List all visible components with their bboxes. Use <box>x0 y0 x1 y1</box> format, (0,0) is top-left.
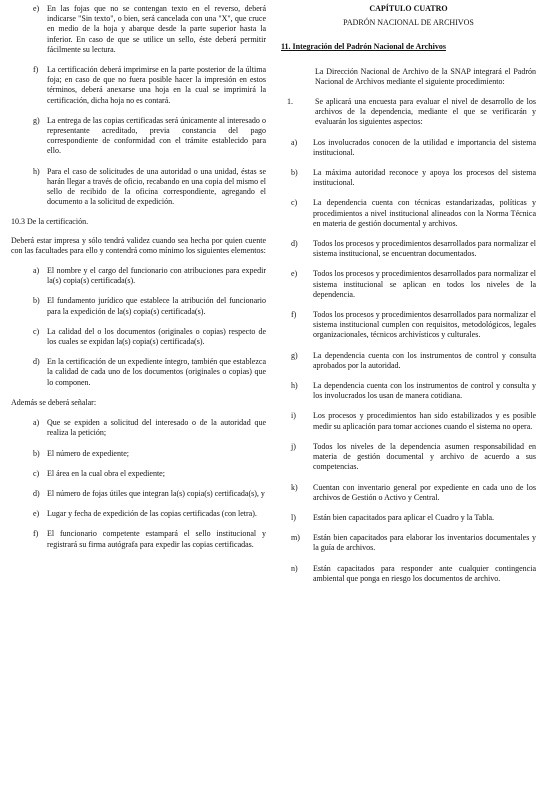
list-item-text: El número de expediente; <box>47 448 129 458</box>
list-item <box>281 138 536 158</box>
list-item-label: m) <box>291 533 300 543</box>
numbered-item-label: 1. <box>287 97 293 107</box>
list-item <box>281 411 536 431</box>
list-item-label: e) <box>33 4 40 13</box>
list-item-label: g) <box>291 350 298 360</box>
list-item <box>11 469 266 479</box>
list-item <box>11 167 266 208</box>
list-item <box>11 116 266 157</box>
list-item <box>281 442 536 473</box>
list-item <box>281 269 536 300</box>
list-item-text: Todos los niveles de la dependencia asumen responsabilidad en materia de gestión documental y archivo de acuerdo a sus competencias. <box>313 441 536 472</box>
list-item-text: Los involucrados conocen de la utilidad e importancia del sistema institucional. <box>313 137 536 157</box>
list-item-text: La dependencia cuenta con los instrumentos de control y consulta y los involucrados los usan de manera cotidiana. <box>313 381 536 401</box>
list-item-text: La dependencia cuenta con técnicas estandarizadas, políticas y procedimientos a nivel institucional alineados con la Norma Técnica en materia de gestión documental y archivos. <box>313 198 536 228</box>
list-item-label: d) <box>33 488 40 498</box>
list-item-text: Que se expiden a solicitud del interesado o de la autoridad que realiza la petición; <box>47 418 266 438</box>
list-item-text: Para el caso de solicitudes de una autoridad o una unidad, éstas se harán llegar a través de oficio, recabando en una copia del mismo el sello de recibido de la oficina correspondiente, agregando el documento a la solicitud de expedición. <box>47 166 266 207</box>
list-item <box>281 381 536 401</box>
list-item-label: h) <box>291 381 298 391</box>
list-item <box>11 4 266 55</box>
also-heading: Además se deberá señalar: <box>11 397 97 407</box>
list-item-label: g) <box>33 115 40 125</box>
numbered-item <box>281 97 536 128</box>
list-item-text: El área en la cual obra el expediente; <box>47 468 165 478</box>
list-item <box>281 533 536 553</box>
list-item-text: La entrega de las copias certificadas será únicamente al interesado o representante acreditado, previa constancia del pago correspondiente de conformidad con el trámite establecido para ello. <box>47 115 266 156</box>
list-item-label: i) <box>291 411 296 421</box>
list-item <box>281 198 536 229</box>
list-item <box>281 168 536 188</box>
list-item-text: El nombre y el cargo del funcionario con atribuciones para expedir la(s) copia(s) certificada(s). <box>47 266 266 286</box>
list-item-text: El funcionario competente estampará el sello institucional y registrará su firma autógrafa para expedir las copias certificadas. <box>47 529 266 549</box>
list-item <box>11 509 266 519</box>
list-item-text: La dependencia cuenta con los instrumentos de control y consulta aprobados por la autoridad. <box>313 350 536 370</box>
list-item-label: a) <box>291 137 298 147</box>
aspect-list <box>281 138 536 584</box>
list-item-text: Están capacitados para responder ante cualquier contingencia ambiental que ponga en riesgo los documentos de archivo. <box>313 563 536 583</box>
list-item-label: e) <box>33 509 40 519</box>
list-item <box>11 266 266 286</box>
list-items-c <box>11 418 266 550</box>
list-item-label: c) <box>291 198 298 208</box>
list-item-label: d) <box>33 357 40 367</box>
list-item-text: En las fojas que no se contengan texto en el reverso, deberá indicarse "Sin texto", o bien, será cancelada con una "X", que cruce en medio de la hoja y abarque desde la parte superior hasta la inferior. En caso de que se utilice un sello, éste deberá permitir fácilmente su lectura. <box>47 4 266 54</box>
list-items-a <box>11 4 266 207</box>
section-title: 11. Integración del Padrón Nacional de Archivos <box>281 42 446 52</box>
list-item-text: Todos los procesos y procedimientos desarrollados para normalizar el sistema institucional, se encuentran documentados. <box>313 239 536 259</box>
list-item <box>11 489 266 499</box>
list-item <box>281 239 536 259</box>
list-item-label: b) <box>33 296 40 306</box>
list-item-label: h) <box>33 166 40 176</box>
list-item-label: a) <box>33 266 40 276</box>
intro-paragraph: La Dirección Nacional de Archivo de la SNAP integrará el Padrón Nacional de Archivos mediante el siguiente procedimiento: <box>315 66 536 86</box>
list-item-text: El número de fojas útiles que integran la(s) copia(s) certificada(s), y <box>47 488 265 498</box>
list-item-text: En la certificación de un expediente íntegro, también que establezca la calidad de cada uno de los documentos (originales o copias) que lo componen. <box>47 357 266 387</box>
list-item <box>281 483 536 503</box>
list-item-label: f) <box>33 65 39 75</box>
list-item-text: Los procesos y procedimientos han sido estabilizados y es posible medir su aplicación para tomar acciones cuando el sistema no opera. <box>313 411 536 431</box>
list-item-label: f) <box>33 529 39 539</box>
list-item <box>11 418 266 438</box>
list-item-text: Todos los procesos y procedimientos desarrollados para normalizar el sistema institucional se aplican en todos los niveles de la dependencia. <box>313 269 536 299</box>
list-item-label: b) <box>291 168 298 178</box>
numbered-item-text: Se aplicará una encuesta para evaluar el nivel de desarrollo de los archivos de la dependencia, mediante el que se verificarán y evaluarán los siguientes aspectos: <box>315 97 536 127</box>
chapter-title: PADRÓN NACIONAL DE ARCHIVOS <box>343 18 474 28</box>
list-item <box>11 65 266 106</box>
list-items-b <box>11 266 266 388</box>
list-item <box>11 296 266 316</box>
list-item-label: d) <box>291 239 298 249</box>
list-item-label: e) <box>291 269 298 279</box>
list-item-text: La calidad del o los documentos (originales o copias) respecto de los cuales se expidan la(s) copia(s) certificada(s). <box>47 326 266 347</box>
list-item-text: La certificación deberá imprimirse en la parte posterior de la última foja; en caso de que no fuera posible hacer la impresión en estos términos, deberá anexarse una hoja en la cual se imprimirá la certificación, dicha hoja no es contará. <box>47 65 266 105</box>
list-item-label: j) <box>291 441 296 451</box>
list-item-text: El fundamento jurídico que establece la atribución del funcionario para la expedición de la(s) copia(s) certificada(s). <box>47 296 266 316</box>
list-item <box>281 351 536 371</box>
list-item-label: l) <box>291 512 296 522</box>
section-heading: 10.3 De la certificación. <box>11 217 89 227</box>
list-item-label: c) <box>33 326 40 336</box>
list-item <box>11 529 266 549</box>
list-item <box>281 564 536 584</box>
list-item-label: a) <box>33 418 40 428</box>
right-column <box>281 4 536 594</box>
left-column <box>11 4 266 560</box>
list-item-text: Están bien capacitados para aplicar el Cuadro y la Tabla. <box>313 512 494 522</box>
list-item-text: La máxima autoridad reconoce y apoya los procesos del sistema institucional. <box>313 168 536 188</box>
list-item-text: Están bien capacitados para elaborar los inventarios documentales y la guía de archivos. <box>313 533 536 553</box>
list-item-label: k) <box>291 482 298 492</box>
chapter-label: CAPÍTULO CUATRO <box>369 4 448 13</box>
list-item <box>11 449 266 459</box>
list-item-text: Todos los procesos y procedimientos desarrollados para normalizar el sistema institucional cumplen con requisitos, metodológicos, legales organizacionales, técnicos archivísticos y culturales. <box>313 310 536 340</box>
list-item-label: b) <box>33 448 40 458</box>
list-item-text: Lugar y fecha de expedición de las copias certificadas (con letra). <box>47 509 257 519</box>
list-item <box>11 327 266 347</box>
list-item-label: n) <box>291 563 298 573</box>
list-item-label: f) <box>291 310 297 320</box>
list-item-label: c) <box>33 468 40 478</box>
list-item <box>281 310 536 341</box>
list-item <box>281 513 536 523</box>
list-item-text: Cuentan con inventario general por expediente en cada uno de los archivos de Gestión o Activo y Central. <box>313 482 536 502</box>
list-item <box>11 357 266 388</box>
section-paragraph: Deberá estar impresa y sólo tendrá validez cuando sea hecha por quien cuente con las facultades para ello y contendrá como mínimo los siguientes elementos: <box>11 235 266 255</box>
